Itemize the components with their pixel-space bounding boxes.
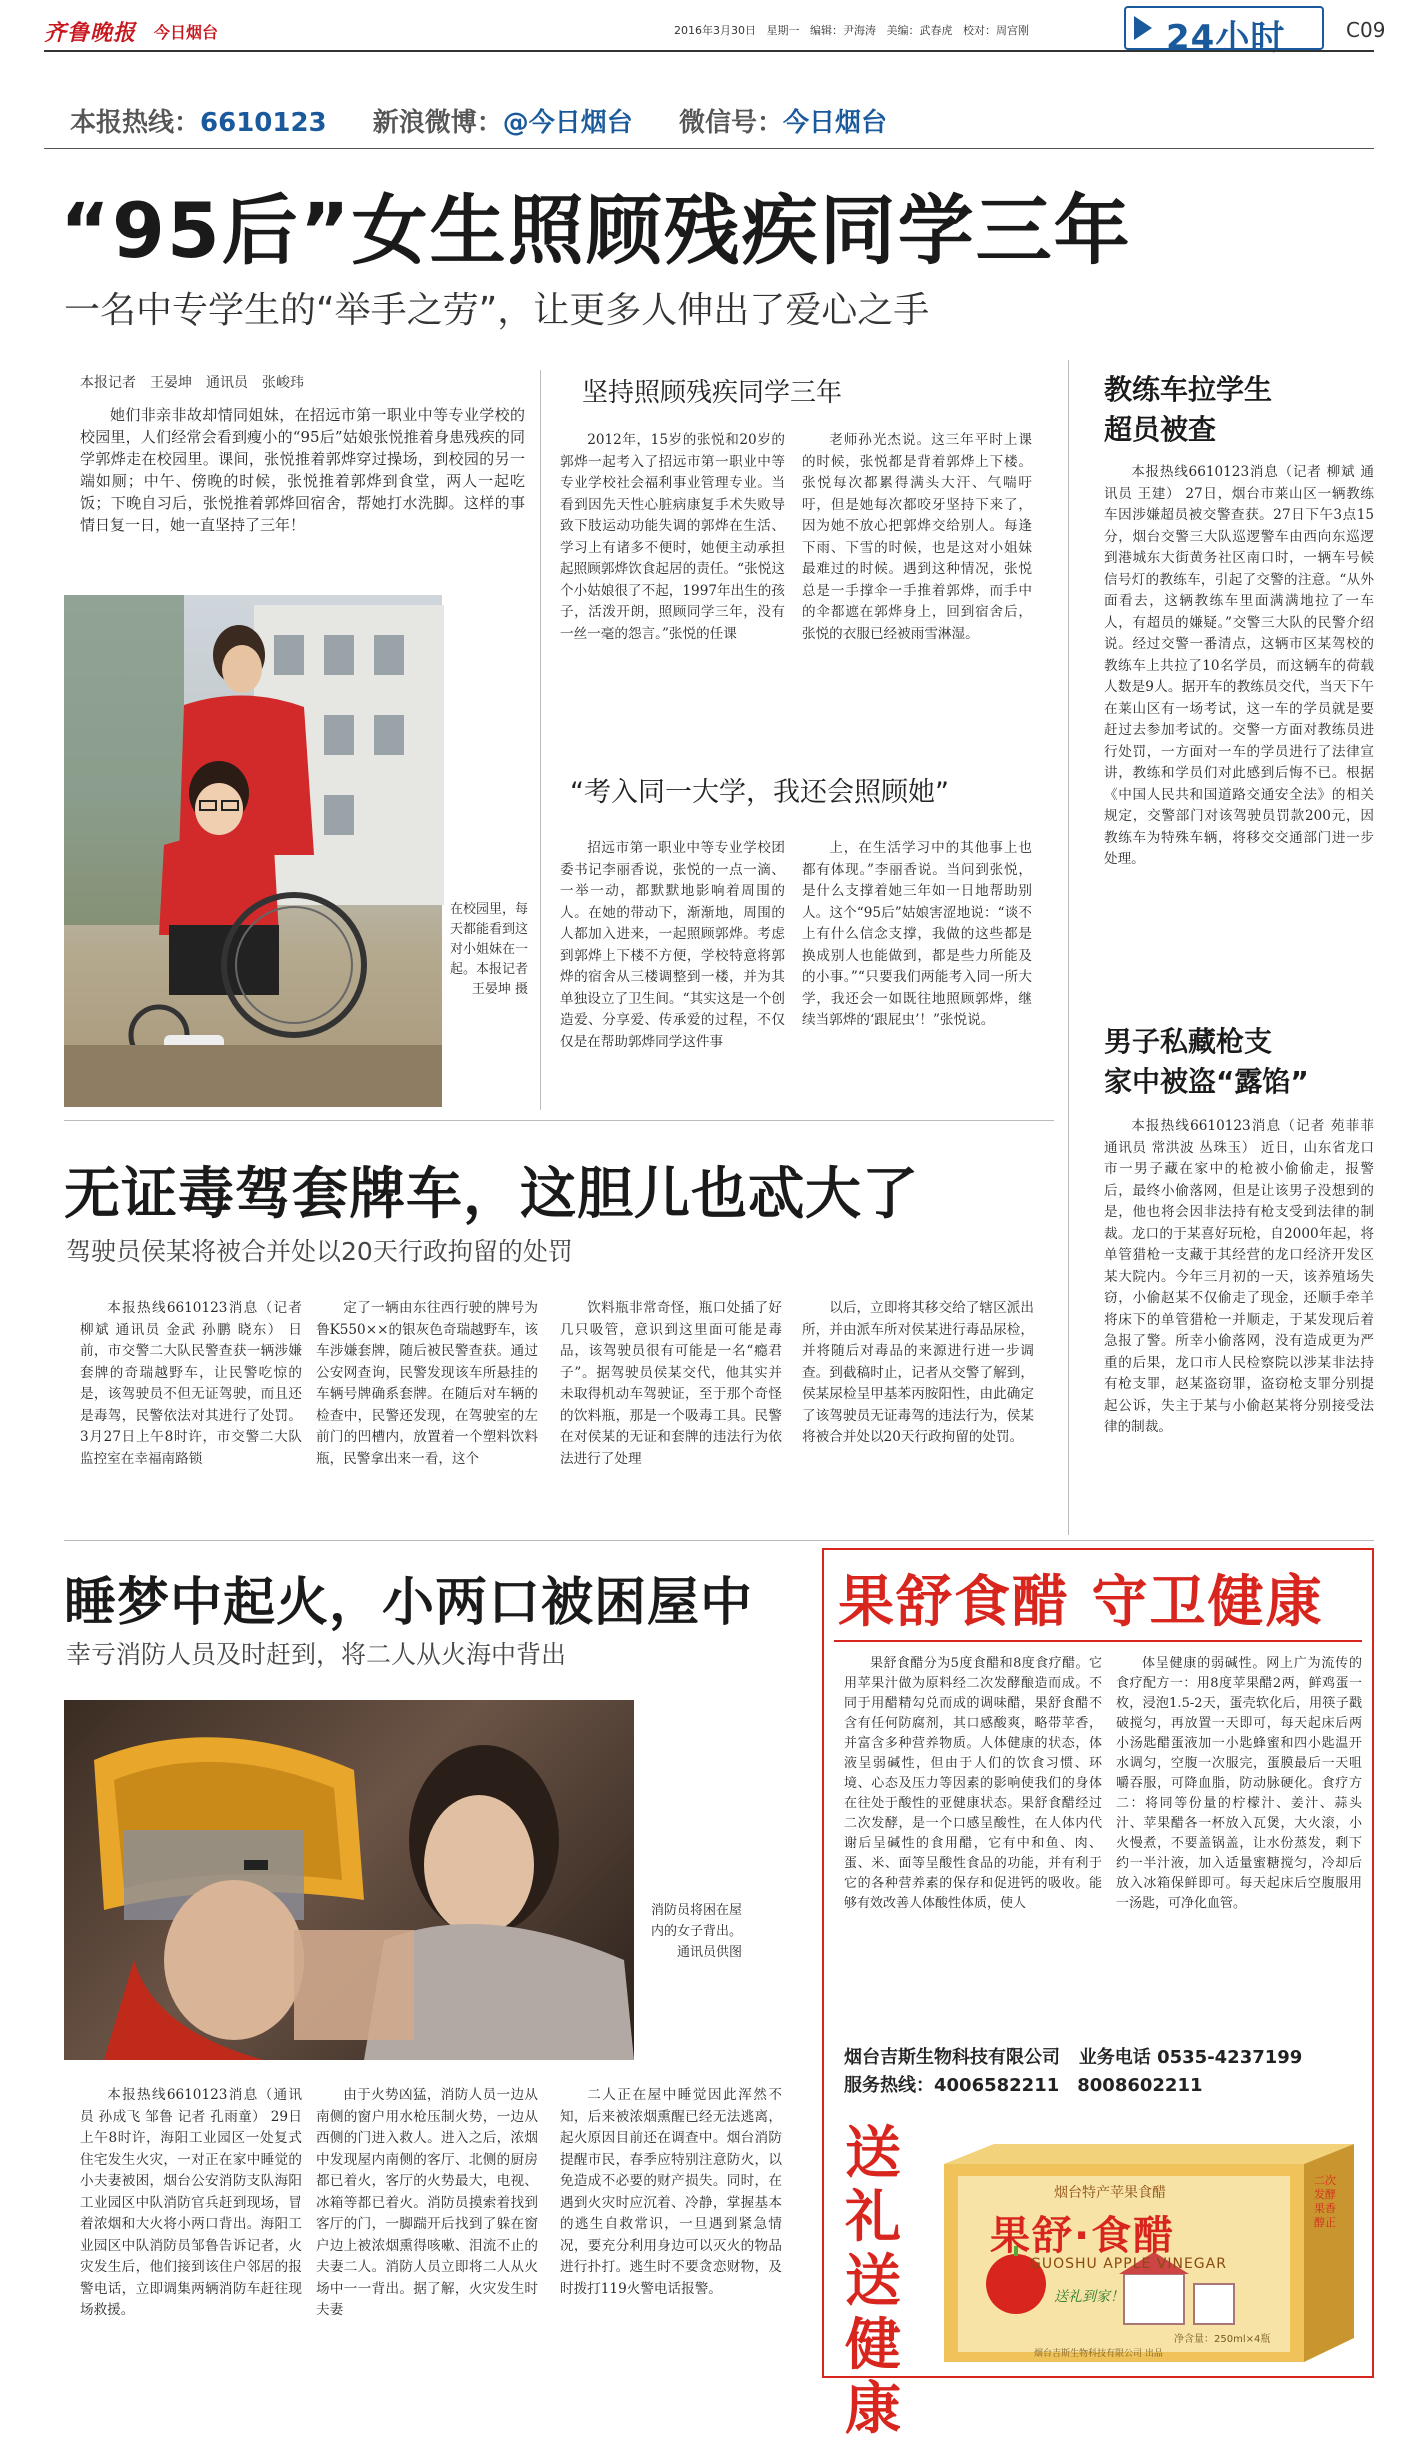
fire-col1-text: 本报热线6610123消息（通讯员 孙成飞 邹鲁 记者 孔雨童） 29日上午8时许，海阳工业园区一处复式住宅发生火灾，一对正在家中睡觉的小夫妻被困，烟台公安消防支队海阳工业园区中队消防官兵赶到现场，冒着浓烟和大火将小两口背出。海阳工业园区中队消防员邹鲁告诉记者，火灾发生后，他们接到该住户邻居的报警电话，立即调集两辆消防车赶往现场救援。: [80, 2087, 302, 2318]
editor: 编辑：尹海涛: [810, 24, 876, 37]
lead-sec2-col1: [560, 838, 785, 1108]
hotline-number: 6610123: [200, 108, 327, 138]
lead-sec1-title: 坚持照顾残疾同学三年: [582, 378, 843, 408]
lead-sec1-col1-text: 2012年，15岁的张悦和20岁的郭烨一起考入了招远市第一职业中等专业学校社会福利事业管理专业。当看到因先天性心脏病康复手术失败导致下肢运动功能失调的郭烨在生活、学习上有诸多不便时，她便主动承担起照顾郭烨饮食起居的责任。“张悦这个小姑娘很了不起，1997年出生的孩子，活泼开朗，照顾同学三年，没有一丝一毫的怨言。”张悦的任课: [560, 432, 785, 642]
lead-sec1-col2-text: 老师孙光杰说。这三年平时上课的时候，张悦都是背着郭烨上下楼。张悦每次都累得满头大汗、气喘吁吁，但是她每次都咬牙坚持下来了，因为她不放心把郭烨交给别人。每逢下雨、下雪的时候，也是这对小姐妹最难过的时候。遇到这种情况，张悦总是一手撑伞一手推着郭烨，而手中的伞都遮在郭烨身上，回到宿舍后，张悦的衣服已经被雨雪淋湿。: [802, 432, 1032, 642]
students-photo-caption-text: 在校园里，每天都能看到这对小姐妹在一起。本报记者 王晏坤 摄: [449, 902, 528, 997]
coach-title-line1: 教练车拉学生: [1104, 373, 1273, 406]
gun-text: 本报热线6610123消息（记者 苑菲菲 通讯员 常洪波 丛珠玉） 近日，山东省龙口市一男子藏在家中的枪被小偷偷走，报警后，最终小偷落网，但是让该男子没想到的是，他也将会因非法持有枪支受到法律的制裁。龙口的于某喜好玩枪，自2000年起，将单管猎枪一支藏于其经营的龙口经济开发区某大院内。今年三月初的一天，该养殖场失窃，小偷赵某不仅偷走了现金，还顺手牵羊将床下的单管猎枪一并顺走，于某发现后着急报了警。所幸小偷落网，没有造成更为严重的后果，龙口市人民检察院以涉某非法持有枪支罪，赵某盗窃罪，盗窃枪支罪分别提起公诉，失主于某与小偷赵某将分别接受法律的制裁。: [1104, 1118, 1374, 1435]
vinegar-gift-box: [924, 2134, 1364, 2368]
fire-photo-art: [64, 1700, 634, 2060]
ad-headline-rule: [834, 1640, 1362, 1642]
lead-sec2-col2: [802, 838, 1032, 1108]
masthead: [44, 12, 1386, 58]
gun-title-line2: 家中被盗“露馅”: [1104, 1065, 1309, 1098]
ad-col2-text: 体呈健康的弱碱性。网上广为流传的食疗配方一：用8度苹果醋2两，鲜鸡蛋一枚，浸泡1.5-2天，蛋壳软化后，用筷子戳破搅匀，再放置一天即可，每天起床后两小汤匙醋蛋液加一小匙蜂蜜和四小匙温开水调匀，空腹一次服完，蛋膜最后一天咀嚼吞服，可降血脂，防动脉硬化。食疗方二：将同等份量的柠檬汁、姜汁、蒜头汁、苹果醋各一杯放入瓦煲，大火滚，小火慢煮，不要盖锅盖，让水份蒸发，剩下约一半汁液，加入适量蜜糖搅匀，冷却后放入冰箱保鲜即可。每天起床后空腹服用一汤匙，可净化血管。: [1116, 1656, 1362, 1911]
students-photo-art: [64, 595, 442, 1107]
ad-company: 烟台吉斯生物科技有限公司: [844, 2047, 1060, 2068]
students-photo: [64, 595, 442, 1107]
fire-title: 睡梦中起火，小两口被困屋中: [64, 1573, 754, 1633]
section-flag: [1124, 6, 1324, 58]
paper-name-logo: 齐鲁晚报: [44, 20, 137, 46]
drug-col3-text: 饮料瓶非常奇怪，瓶口处插了好几只吸管，意识到这里面可能是毒品，该驾驶员很有可能是一名“瘾君子”。据驾驶员侯某交代，他其实并未取得机动车驾驶证，至于那个奇怪的饮料瓶，那是一个吸毒工具。民警在对侯某的无证和套牌的违法行为依法进行了处理: [560, 1300, 782, 1467]
gun-body: [1104, 1116, 1374, 1536]
fire-col2: [316, 2085, 538, 2370]
ad-contact: [844, 2044, 1364, 2100]
hotline-bar: [70, 102, 887, 139]
lead-intro: [80, 404, 525, 584]
drug-col1: [80, 1298, 302, 1526]
ad-contact-line2: [844, 2072, 1364, 2100]
section-name: 24小时: [1166, 18, 1286, 58]
students-photo-caption: [448, 900, 528, 1070]
drug-col1-text: 本报热线6610123消息（记者 柳斌 通讯员 金武 孙鹏 晓东） 日前，市交警二大队民警查获一辆涉嫌套牌的奇瑞越野车，让民警吃惊的是，该驾驶员不但无证驾驶，而且还是毒驾，民警依法对其进行了处罚。3月27日上午8时许，市交警二大队监控室在幸福南路锁: [80, 1300, 302, 1467]
date: 2016年3月30日: [674, 24, 756, 37]
weibo-value: @今日烟台: [502, 108, 633, 138]
box-pinyin: GUOSHU APPLE VINEGAR: [1030, 2256, 1227, 2272]
coach-body: [1104, 462, 1374, 1007]
column-divider: [540, 370, 541, 1110]
drug-col4: [802, 1298, 1034, 1526]
drug-col3: [560, 1298, 782, 1526]
fire-photo-caption: [650, 1900, 742, 2020]
weibo-label: 新浪微博：: [372, 108, 503, 138]
wechat-value: 今日烟台: [782, 108, 887, 138]
box-side-text: 二次发酵 果香醇正: [1314, 2174, 1336, 2229]
drug-col2-text: 定了一辆由东往西行驶的牌号为鲁K550××的银灰色奇瑞越野车，该车涉嫌套牌，随后被民警查获。通过公安网查询，民警发现该车所悬挂的车辆号牌确系套牌。在随后对车辆的检查中，民警还发现，在驾驶室的左前门的凹槽内，放置着一个塑料饮料瓶，民警拿出来一看，这个: [316, 1300, 539, 1467]
ad-biz-phone: 0535-4237199: [1157, 2047, 1303, 2068]
drug-subtitle: 驾驶员侯某将被合并处以20天行政拘留的处罚: [66, 1237, 573, 1266]
lead-title: “95后”女生照顾残疾同学三年: [60, 186, 1132, 275]
section-rule: [64, 1540, 1374, 1541]
lead-sec1-col1: [560, 430, 785, 735]
lead-sec2-title: “考入同一大学，我还会照顾她”: [570, 777, 949, 808]
fire-col3: [560, 2085, 782, 2370]
wechat-label: 微信号：: [678, 108, 783, 138]
ad-gift-text: 送礼送健康: [845, 2121, 901, 2442]
ad-col1: [844, 1654, 1102, 2036]
fire-col1: [80, 2085, 302, 2370]
proofreader: 校对：周宫刚: [963, 24, 1029, 37]
lead-sec2-col2-text: 上，在生活学习中的其他事上也都有体现。”李丽香说。当问到张悦，是什么支撑着她三年如一日地帮助别人。这个“95后”姑娘害涩地说：“谈不上有什么信念支撑，我做的这些都是换成别人也能做到，都是些力所能及的小事。”“只要我们两能考入同一所大学，我还会一如既往地照顾郭烨，继续当郭烨的‘跟屁虫’！”张悦说。: [802, 840, 1032, 1028]
lead-sec2-col1-text: 招远市第一职业中等专业学校团委书记李丽香说，张悦的一点一滴、一举一动，都默默地影响着周围的人。在她的带动下，渐渐地，周围的人都加入进来，一起照顾郭烨。考虑到郭烨上下楼不方便，学校特意将郭烨的宿舍从三楼调整到一楼，并为其单独设立了卫生间。“其实这是一个创造爱、分享爱、传承爱的过程，不仅仅是在帮助郭烨同学这件事: [560, 840, 785, 1050]
box-slogan: 送礼到家！: [1054, 2289, 1124, 2305]
ad-col2: [1116, 1654, 1362, 2036]
lead-intro-text: 她们非亲非故却情同姐妹，在招远市第一职业中等专业学校的校园里，人们经常会看到瘦小的“95后”姑娘张悦推着身患残疾的同学郭烨走在校园里。课间，张悦推着郭烨穿过操场，到校园的另一端如厕；中午、傍晚的时候，张悦推着郭烨到食堂，两人一起吃饭；下晚自习后，张悦推着郭烨回宿舍，帮她打水洗脚。这样的事情日复一日，她一直坚持了三年！: [80, 406, 525, 534]
drug-col4-text: 以后，立即将其移交给了辖区派出所，并由派车所对侯某进行毒品尿检，并将随后对毒品的来源进行进一步调查。到截稿时止，记者从交警了解到，侯某尿检呈甲基苯丙胺阳性，由此确定了该驾驶员无证毒驾的违法行为，侯某将被合并处以20天行政拘留的处罚。: [802, 1300, 1034, 1445]
fire-subtitle: 幸亏消防人员及时赶到，将二人从火海中背出: [66, 1640, 567, 1669]
gun-title: [1104, 1022, 1309, 1102]
ad-headline: 果舒食醋 守卫健康: [838, 1570, 1324, 1635]
section-rule: [64, 1120, 1054, 1121]
ad-col1-text: 果舒食醋分为5度食醋和8度食疗醋。它用苹果汁做为原料经二次发酵酿造而成。不同于用醋精勾兑而成的调味醋，果舒食醋不含有任何防腐剂，其口感酸爽，略带苹香，并富含多种营养物质。人体健康的状态，体液呈弱碱性，但由于人们的饮食习惯、环境、心态及压力等因素的影响使我们的身体在往处于酸性的亚健康状态。果舒食醋经过二次发酵，是一个口感呈酸性，在人体内代谢后呈碱性的食用醋，它有中和鱼、肉、蛋、米、面等呈酸性食品的功能，并有利于它的各种营养素的保存和促进钙的吸收。能够有效改善人体酸性体质，使人: [844, 1656, 1102, 1911]
drug-title: 无证毒驾套牌车，这胆儿也忒大了: [64, 1162, 919, 1227]
lead-subtitle: 一名中专学生的“举手之劳”，让更多人伸出了爱心之手: [64, 290, 930, 331]
art-editor: 美编：武春虎: [886, 24, 953, 37]
page-number: C09: [1346, 18, 1386, 42]
hotline-rule: [44, 148, 1374, 149]
fire-col3-text: 二人正在屋中睡觉因此浑然不知，后来被浓烟熏醒已经无法逃离，起火原因目前还在调查中。烟台消防提醒市民，春季应特别注意防火，以免造成不必要的财产损失。同时，在遇到火灾时应沉着、冷静，掌握基本的逃生自救常识，一旦遇到紧急情况，要充分利用身边可以灭火的物品进行扑打。逃生时不要贪恋财物，及时拨打119火警电话报警。: [560, 2087, 782, 2297]
masthead-rule: [44, 50, 1374, 52]
box-brand: 果舒·食醋: [990, 2213, 1176, 2259]
fire-photo: [64, 1700, 634, 2060]
box-volume: 净含量：250ml×4瓶: [1174, 2334, 1271, 2345]
coach-title: [1104, 370, 1272, 450]
section-arrow-icon: [1134, 16, 1152, 40]
ad-biz-phone-label: 业务电话: [1078, 2047, 1151, 2068]
drug-col2: [316, 1298, 538, 1526]
ad-service-label: 服务热线：: [844, 2075, 934, 2096]
column-divider: [1068, 360, 1069, 1535]
fire-col2-text: 由于火势凶猛，消防人员一边从南侧的窗户用水枪压制火势，一边从西侧的门进入救人。进入之后，浓烟中发现屋内南侧的客厅、北侧的厨房都已着火，客厅的火势最大，电视、冰箱等都已着火。消防员摸索着找到客厅的门，一脚踹开后找到了躲在窗户边上被浓烟熏得咳嗽、泪流不止的夫妻二人。消防人员立即将二人从火场中一一背出。据了解，火灾发生时夫妻: [316, 2087, 538, 2318]
hotline-label: 本报热线：: [70, 108, 201, 138]
box-maker: 烟台吉斯生物科技有限公司 出品: [1034, 2349, 1163, 2359]
gun-title-line1: 男子私藏枪支: [1104, 1025, 1273, 1058]
ad-contact-line1: [844, 2044, 1364, 2072]
edition-label: 今日烟台: [154, 23, 219, 42]
vinegar-ad: [822, 1548, 1374, 2442]
date-line: [674, 22, 1029, 38]
lead-sec1-col2: [802, 430, 1032, 735]
lead-byline: 本报记者 王晏坤 通讯员 张峻玮: [80, 375, 304, 391]
box-top-text: 烟台特产苹果食醋: [1054, 2185, 1166, 2201]
ad-service-phone: 4006582211 8008602211: [934, 2075, 1203, 2096]
fire-photo-caption-text: 消防员将困在屋内的女子背出。通讯员供图: [650, 1903, 742, 1960]
coach-text: 本报热线6610123消息（记者 柳斌 通讯员 王建） 27日，烟台市莱山区一辆教练车因涉嫌超员被交警查获。27日下午3点15分，烟台交警三大队巡逻警车由西向东巡逻到港城东大街黄务社区南口时，一辆车号候信号灯的教练车，引起了交警的注意。“从外面看去，这辆教练车里面满满地拉了一车人，有超员的嫌疑。”交警三大队的民警介绍说。经过交警一番清点，这辆市区某驾校的教练车上共拉了10名学员，而这辆车的荷载人数是9人。据开车的教练员交代，当天下午在莱山区有一场考试，这一车的学员就是要赶过去参加考试的。交警一方面对教练员进行处罚，一方面对一车的学员进行了法律宣讲，教练和学员们对此感到后悔不已。根据《中国人民共和国道路交通安全法》的相关规定，交警部门对该驾驶员罚款200元，因教练车为特殊车辆，将移交交通部门进一步处理。: [1104, 464, 1374, 867]
coach-title-line2: 超员被查: [1104, 413, 1217, 446]
weekday: 星期一: [766, 24, 800, 37]
